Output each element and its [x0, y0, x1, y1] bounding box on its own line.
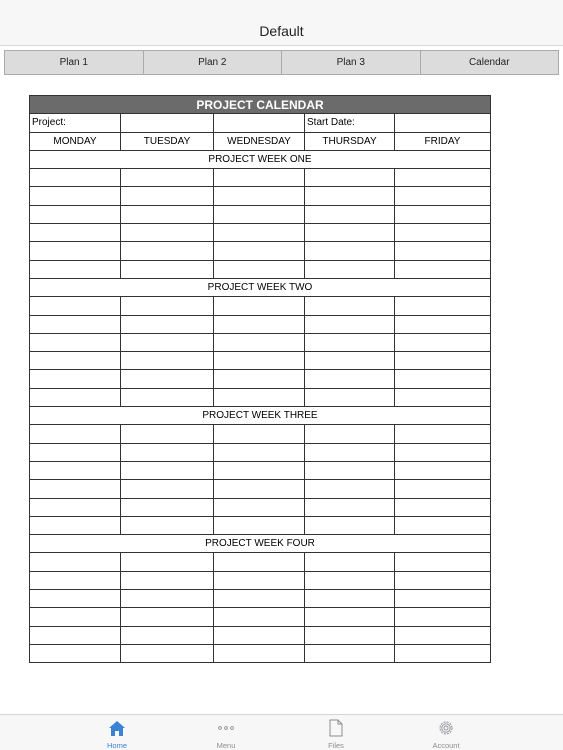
calendar-row	[30, 205, 491, 223]
project-value-cell[interactable]	[121, 114, 214, 132]
home-icon	[107, 718, 127, 738]
tabbar-item-menu[interactable]	[196, 718, 256, 750]
calendar-cell[interactable]	[30, 498, 121, 516]
calendar-cell[interactable]	[395, 224, 491, 242]
calendar-cell[interactable]	[395, 297, 491, 315]
calendar-cell[interactable]	[30, 443, 121, 461]
calendar-row	[30, 315, 491, 333]
week-section-label: PROJECT WEEK FOUR	[30, 535, 491, 553]
calendar-cell[interactable]	[121, 187, 214, 205]
calendar-cell[interactable]	[395, 187, 491, 205]
calendar-row	[30, 169, 491, 187]
calendar-row	[30, 333, 491, 351]
calendar-cell[interactable]	[214, 425, 305, 443]
calendar-row	[30, 498, 491, 516]
calendar-cell[interactable]	[214, 443, 305, 461]
page-title: Default	[259, 22, 304, 39]
calendar-cell[interactable]	[305, 333, 395, 351]
calendar-row	[30, 297, 491, 315]
calendar-cell[interactable]	[30, 644, 121, 662]
calendar-row	[30, 590, 491, 608]
tabbar-item-account[interactable]	[416, 718, 476, 750]
calendar-cell[interactable]	[30, 571, 121, 589]
tab-plan-2[interactable]: Plan 2	[144, 50, 283, 75]
calendar-cell[interactable]	[305, 443, 395, 461]
calendar-cell[interactable]	[214, 571, 305, 589]
navigation-bar	[0, 0, 563, 46]
calendar-cell[interactable]	[214, 297, 305, 315]
calendar-cell[interactable]	[30, 260, 121, 278]
calendar-cell[interactable]	[395, 370, 491, 388]
calendar-cell[interactable]	[121, 516, 214, 534]
day-header-tuesday: TUESDAY	[121, 132, 214, 150]
start-date-label: Start Date:	[305, 114, 395, 132]
calendar-cell[interactable]	[121, 333, 214, 351]
calendar-cell[interactable]	[305, 571, 395, 589]
calendar-cell[interactable]	[395, 590, 491, 608]
calendar-cell[interactable]	[305, 388, 395, 406]
calendar-cell[interactable]	[214, 260, 305, 278]
calendar-cell[interactable]	[214, 333, 305, 351]
calendar-cell[interactable]	[305, 516, 395, 534]
calendar-cell[interactable]	[395, 425, 491, 443]
gear-icon	[436, 718, 456, 738]
tabbar-label: Account	[432, 741, 460, 750]
calendar-cell[interactable]	[395, 388, 491, 406]
week-section-label: PROJECT WEEK TWO	[30, 278, 491, 296]
calendar-row	[30, 553, 491, 571]
calendar-cell[interactable]	[30, 461, 121, 479]
calendar-cell[interactable]	[30, 388, 121, 406]
calendar-cell[interactable]	[395, 205, 491, 223]
calendar-cell[interactable]	[395, 553, 491, 571]
calendar-cell[interactable]	[121, 388, 214, 406]
calendar-row	[30, 626, 491, 644]
calendar-cell[interactable]	[30, 425, 121, 443]
segment-tabs	[4, 50, 559, 75]
calendar-cell[interactable]	[214, 553, 305, 571]
calendar-cell[interactable]	[30, 553, 121, 571]
calendar-cell[interactable]	[121, 608, 214, 626]
calendar-cell[interactable]	[30, 187, 121, 205]
calendar-cell[interactable]	[305, 187, 395, 205]
calendar-row	[30, 352, 491, 370]
calendar-cell[interactable]	[214, 608, 305, 626]
project-calendar-sheet	[29, 95, 490, 663]
more-dots-icon	[216, 718, 236, 738]
calendar-cell[interactable]	[214, 224, 305, 242]
calendar-cell[interactable]	[305, 242, 395, 260]
calendar-row	[30, 480, 491, 498]
calendar-cell[interactable]	[121, 205, 214, 223]
calendar-cell[interactable]	[305, 626, 395, 644]
calendar-cell[interactable]	[305, 297, 395, 315]
calendar-cell[interactable]	[30, 608, 121, 626]
calendar-cell[interactable]	[30, 169, 121, 187]
calendar-cell[interactable]	[395, 333, 491, 351]
calendar-row	[30, 187, 491, 205]
calendar-cell[interactable]	[305, 169, 395, 187]
calendar-title: PROJECT CALENDAR	[30, 96, 491, 114]
tab-calendar[interactable]: Calendar	[421, 50, 560, 75]
day-header-wednesday: WEDNESDAY	[214, 132, 305, 150]
calendar-cell[interactable]	[395, 626, 491, 644]
calendar-cell[interactable]	[121, 425, 214, 443]
calendar-cell[interactable]	[214, 370, 305, 388]
calendar-cell[interactable]	[395, 260, 491, 278]
calendar-cell[interactable]	[395, 242, 491, 260]
calendar-cell[interactable]	[30, 315, 121, 333]
calendar-cell[interactable]	[30, 242, 121, 260]
calendar-cell[interactable]	[305, 260, 395, 278]
day-header-monday: MONDAY	[30, 132, 121, 150]
tabbar-label: Files	[328, 741, 344, 750]
calendar-cell[interactable]	[214, 516, 305, 534]
calendar-row	[30, 571, 491, 589]
calendar-cell[interactable]	[214, 590, 305, 608]
tabbar-item-files[interactable]	[306, 718, 366, 750]
calendar-row	[30, 224, 491, 242]
calendar-cell[interactable]	[121, 590, 214, 608]
calendar-cell[interactable]	[395, 461, 491, 479]
calendar-cell[interactable]	[121, 644, 214, 662]
calendar-row	[30, 242, 491, 260]
calendar-cell[interactable]	[305, 553, 395, 571]
calendar-cell[interactable]	[121, 571, 214, 589]
calendar-cell[interactable]	[121, 315, 214, 333]
calendar-cell[interactable]	[305, 425, 395, 443]
calendar-cell[interactable]	[395, 315, 491, 333]
calendar-cell[interactable]	[121, 443, 214, 461]
calendar-cell[interactable]	[214, 169, 305, 187]
tabbar-item-home[interactable]	[87, 718, 147, 750]
tab-plan-3[interactable]: Plan 3	[282, 50, 421, 75]
calendar-cell[interactable]	[30, 516, 121, 534]
calendar-cell[interactable]	[395, 480, 491, 498]
calendar-cell[interactable]	[214, 480, 305, 498]
calendar-cell[interactable]	[305, 370, 395, 388]
tab-plan-1[interactable]: Plan 1	[4, 50, 144, 75]
calendar-cell[interactable]	[395, 498, 491, 516]
calendar-cell[interactable]	[121, 297, 214, 315]
calendar-cell[interactable]	[30, 370, 121, 388]
calendar-cell[interactable]	[305, 224, 395, 242]
calendar-row	[30, 644, 491, 662]
calendar-table	[29, 95, 491, 663]
calendar-cell[interactable]	[121, 480, 214, 498]
calendar-cell[interactable]	[214, 187, 305, 205]
day-header-friday: FRIDAY	[395, 132, 491, 150]
calendar-cell[interactable]	[305, 608, 395, 626]
calendar-cell[interactable]	[305, 461, 395, 479]
calendar-cell[interactable]	[30, 480, 121, 498]
calendar-cell[interactable]	[214, 388, 305, 406]
calendar-cell[interactable]	[214, 242, 305, 260]
calendar-cell[interactable]	[395, 571, 491, 589]
calendar-cell[interactable]	[395, 169, 491, 187]
calendar-cell[interactable]	[121, 626, 214, 644]
week-section-label: PROJECT WEEK ONE	[30, 150, 491, 168]
calendar-row	[30, 388, 491, 406]
calendar-cell[interactable]	[395, 516, 491, 534]
calendar-cell[interactable]	[121, 553, 214, 571]
calendar-cell[interactable]	[121, 242, 214, 260]
week-section-label: PROJECT WEEK THREE	[30, 407, 491, 425]
calendar-cell[interactable]	[214, 644, 305, 662]
calendar-cell[interactable]	[395, 608, 491, 626]
calendar-cell[interactable]	[214, 498, 305, 516]
calendar-cell[interactable]	[30, 626, 121, 644]
start-date-value-cell[interactable]	[395, 114, 491, 132]
calendar-cell[interactable]	[305, 498, 395, 516]
calendar-cell[interactable]	[214, 461, 305, 479]
calendar-cell[interactable]	[305, 205, 395, 223]
calendar-cell[interactable]	[395, 352, 491, 370]
calendar-cell[interactable]	[30, 224, 121, 242]
calendar-cell[interactable]	[121, 370, 214, 388]
calendar-cell[interactable]	[214, 315, 305, 333]
calendar-row	[30, 260, 491, 278]
calendar-cell[interactable]	[305, 352, 395, 370]
calendar-cell[interactable]	[305, 480, 395, 498]
calendar-cell[interactable]	[121, 498, 214, 516]
tabbar-label: Home	[106, 741, 127, 750]
bottom-tab-bar	[0, 714, 563, 750]
calendar-cell[interactable]	[121, 169, 214, 187]
calendar-cell[interactable]	[30, 297, 121, 315]
calendar-row	[30, 516, 491, 534]
calendar-cell[interactable]	[214, 352, 305, 370]
tabbar-label: Menu	[216, 741, 236, 750]
calendar-cell[interactable]	[30, 590, 121, 608]
calendar-row	[30, 443, 491, 461]
calendar-cell[interactable]	[121, 224, 214, 242]
calendar-row	[30, 461, 491, 479]
calendar-row	[30, 370, 491, 388]
calendar-row	[30, 608, 491, 626]
calendar-cell[interactable]	[395, 443, 491, 461]
calendar-cell[interactable]	[30, 352, 121, 370]
calendar-cell[interactable]	[121, 352, 214, 370]
calendar-cell[interactable]	[30, 333, 121, 351]
project-label: Project:	[30, 114, 121, 132]
project-value-cell[interactable]	[214, 114, 305, 132]
calendar-cell[interactable]	[214, 205, 305, 223]
calendar-cell[interactable]	[214, 626, 305, 644]
calendar-cell[interactable]	[121, 260, 214, 278]
calendar-cell[interactable]	[305, 590, 395, 608]
calendar-cell[interactable]	[121, 461, 214, 479]
calendar-row	[30, 425, 491, 443]
file-icon	[326, 718, 346, 738]
calendar-cell[interactable]	[305, 644, 395, 662]
day-header-thursday: THURSDAY	[305, 132, 395, 150]
calendar-cell[interactable]	[30, 205, 121, 223]
calendar-cell[interactable]	[395, 644, 491, 662]
calendar-cell[interactable]	[305, 315, 395, 333]
